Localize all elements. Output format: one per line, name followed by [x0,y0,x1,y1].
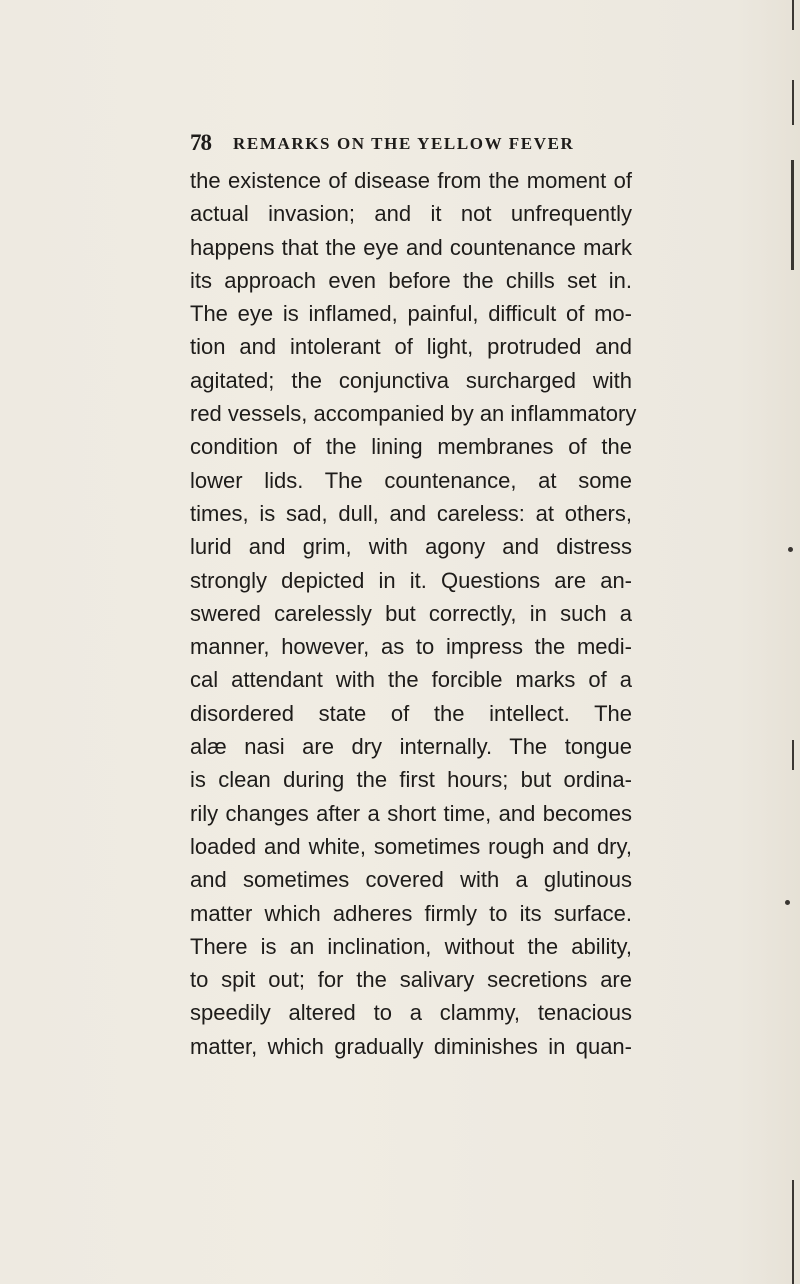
page-edge-mark [792,740,794,770]
text-line: times, is sad, dull, and careless: at others, [190,500,632,526]
text-line: condition of the lining membranes of the [190,434,632,460]
page-speck [785,900,790,905]
text-line: disordered state of the intellect. The [190,700,632,726]
text-line: rily changes after a short time, and becomes [190,800,632,826]
text-line: red vessels, accompanied by an inflammatory [190,401,637,427]
text-line: The eye is inflamed, painful, difficult of mo- [190,301,632,327]
text-line: manner, however, as to impress the medi- [190,634,632,660]
text-line: tion and intolerant of light, protruded and [190,334,632,360]
text-line: strongly depicted in it. Questions are an- [190,567,632,593]
page-edge-mark [792,0,794,30]
text-line: and sometimes covered with a glutinous [190,867,632,893]
text-line: matter which adheres firmly to its surface. [190,900,632,926]
text-line: cal attendant with the forcible marks of a [190,667,632,693]
page-edge-mark [791,160,794,270]
text-line: loaded and white, sometimes rough and dry, [190,833,632,859]
text-line: actual invasion; and it not unfrequently [190,201,632,227]
text-line: lower lids. The countenance, at some [190,467,632,493]
page-edge-mark [792,1180,794,1284]
page-speck [788,547,793,552]
text-line: There is an inclination, without the ability, [190,933,632,959]
body-text [190,164,637,1063]
text-line: speedily altered to a clammy, tenacious [190,1000,632,1026]
running-header [190,130,630,158]
running-title: REMARKS ON THE YELLOW FEVER [233,134,575,153]
page-number: 78 [190,130,211,155]
text-line: matter, which gradually diminishes in quan- [190,1033,632,1059]
text-line: its approach even before the chills set in. [190,267,632,293]
text-line: swered carelessly but correctly, in such a [190,600,632,626]
text-line: agitated; the conjunctiva surcharged with [190,367,632,393]
text-line: happens that the eye and countenance mark [190,234,632,260]
text-line: is clean during the first hours; but ordina- [190,767,632,793]
text-line: lurid and grim, with agony and distress [190,534,632,560]
text-line: to spit out; for the salivary secretions are [190,967,632,993]
page-edge-mark [792,80,794,125]
text-line: alæ nasi are dry internally. The tongue [190,734,632,760]
text-line: the existence of disease from the moment of [190,168,632,193]
